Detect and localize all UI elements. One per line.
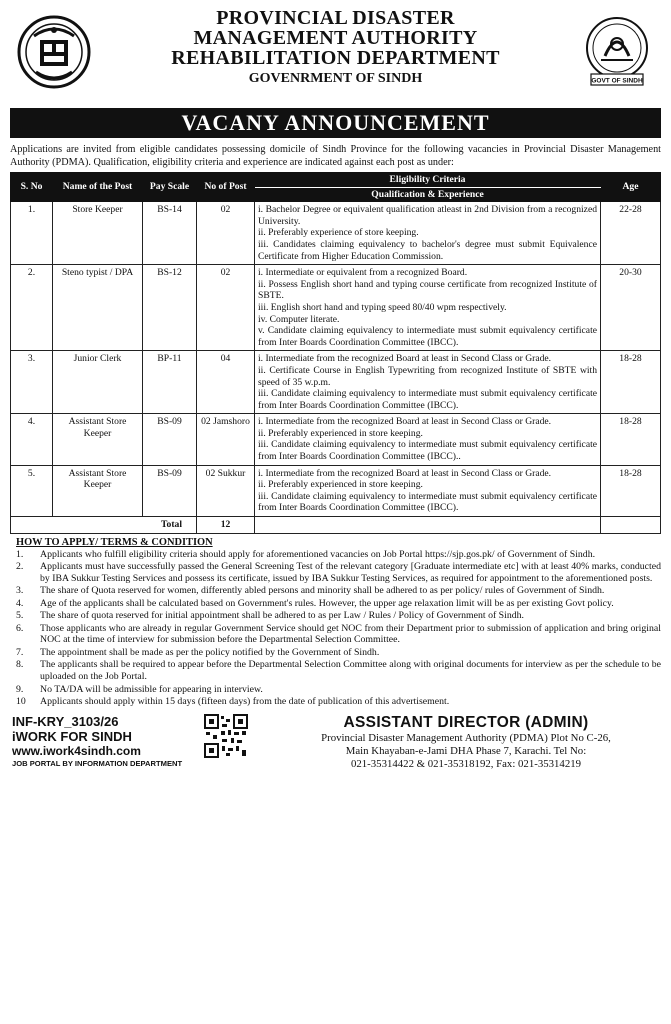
term-number: 9. bbox=[16, 683, 24, 695]
term-number: 8. bbox=[16, 659, 24, 671]
term-number: 3. bbox=[16, 585, 24, 597]
org-name-line-2: MANAGEMENT AUTHORITY bbox=[193, 27, 478, 49]
row-criteria bbox=[255, 465, 601, 516]
col-header-scale: Pay Scale bbox=[143, 173, 197, 202]
row-criteria bbox=[255, 351, 601, 414]
row-scale: BS-12 bbox=[143, 265, 197, 351]
criteria-item: i. Bachelor Degree or equivalent qualification atleast in 2nd Division from a recognized University. bbox=[258, 204, 597, 227]
term-number: 4. bbox=[16, 597, 24, 609]
row-age: 18-28 bbox=[601, 414, 661, 465]
term-number: 6. bbox=[16, 622, 24, 634]
col-header-count: No of Post bbox=[197, 173, 255, 202]
address-line-2: Main Khayaban-e-Jami DHA Phase 7, Karachi. Tel No: bbox=[345, 744, 587, 757]
row-sno: 1. bbox=[11, 202, 53, 265]
total-label: Total bbox=[11, 517, 197, 534]
table-row bbox=[11, 351, 661, 414]
term-text: The applicants shall be required to appear before the Departmental Selection Committee along with original documents for interview as per the schedule to be uploaded on the Job Portal. bbox=[40, 659, 661, 683]
term-text: No TA/DA will be admissible for appearing in interview. bbox=[40, 683, 263, 695]
iwork-website-link[interactable]: www.iwork4sindh.com bbox=[12, 743, 141, 758]
term-number: 7. bbox=[16, 646, 24, 658]
term-text: Age of the applicants shall be calculated based on Government's rules. However, the upper age relaxation limit will be as per existing Govt policy. bbox=[40, 597, 614, 609]
iwork-brand: iWORK FOR SINDH bbox=[12, 728, 132, 744]
list-item bbox=[10, 549, 661, 561]
list-item bbox=[10, 561, 661, 585]
criteria-item: i. Intermediate or equivalent from a recognized Board. bbox=[258, 267, 468, 279]
table-header-row bbox=[11, 173, 661, 188]
footer-left bbox=[12, 714, 262, 769]
list-item bbox=[10, 610, 661, 622]
row-post: Junior Clerk bbox=[53, 351, 143, 414]
intro-paragraph: Applications are invited from eligible candidates possessing domicile of Sindh Province for the following vacancies in Provincial Disaster Management Authority (PDMA). Qualification, eligibility criteria and experience are indicated against each post as under: bbox=[10, 144, 661, 168]
row-scale: BS-09 bbox=[143, 465, 197, 516]
row-criteria bbox=[255, 202, 601, 265]
row-count: 02 bbox=[197, 202, 255, 265]
criteria-item: i. Intermediate from the recognized Board at least in Second Class or Grade. bbox=[258, 416, 552, 428]
vacancy-banner: VACANY ANNOUNCEMENT bbox=[10, 108, 661, 138]
criteria-item: v. Candidate claiming equivalency to intermediate must submit equivalency certificate from Inter Boards Coordination Committee (IBCC). bbox=[258, 325, 597, 348]
row-count: 02 Sukkur bbox=[197, 465, 255, 516]
criteria-item: ii. Preferably experienced in store keeping. bbox=[258, 479, 423, 491]
term-text: Those applicants who are already in regular Government Service should get NOC from their Department prior to submission of application and bring original NOC at the time of interview for submission before the Departmental Selection Committee. bbox=[40, 622, 661, 646]
address-line-3: 021-35314422 & 021-35318192, Fax: 021-35314219 bbox=[350, 757, 582, 770]
total-value: 12 bbox=[197, 517, 255, 534]
row-post: Store Keeper bbox=[53, 202, 143, 265]
row-age: 18-28 bbox=[601, 351, 661, 414]
row-post: Steno typist / DPA bbox=[53, 265, 143, 351]
list-item bbox=[10, 647, 661, 659]
criteria-item: ii. Certificate Course in English Typewriting from recognized Institute of SBTE with speed of 35 w.p.m. bbox=[258, 364, 597, 388]
emblem-ribbon-text: GOVT OF SINDH bbox=[591, 77, 643, 85]
signatory-designation: ASSISTANT DIRECTOR (ADMIN) bbox=[343, 713, 589, 731]
term-text: The share of quota reserved for initial appointment shall be adhered to as per Law / Rules / Policy of Government of Sindh. bbox=[40, 610, 524, 622]
inf-number: INF-KRY_3103/26 bbox=[12, 713, 119, 729]
term-number: 10 bbox=[16, 696, 26, 707]
footer-right bbox=[275, 714, 657, 771]
vacancy-table bbox=[10, 172, 661, 534]
term-text: Applicants should apply within 15 days (fifteen days) from the date of publication of this advertisement. bbox=[40, 696, 450, 707]
criteria-item: iii. Candidate claiming equivalency to intermediate must submit equivalency certificate from Inter Boards Coordination Committee (IBCC). bbox=[258, 490, 597, 514]
row-sno: 5. bbox=[11, 465, 53, 516]
col-header-sno: S. No bbox=[11, 173, 53, 202]
col-header-age: Age bbox=[601, 173, 661, 202]
row-sno: 3. bbox=[11, 351, 53, 414]
row-scale: BP-11 bbox=[143, 351, 197, 414]
org-name-line-4: GOVENRMENT OF SINDH bbox=[248, 71, 423, 86]
row-age: 22-28 bbox=[601, 202, 661, 265]
row-scale: BS-14 bbox=[143, 202, 197, 265]
total-row bbox=[11, 517, 661, 534]
row-count: 04 bbox=[197, 351, 255, 414]
org-name-line-1: PROVINCIAL DISASTER bbox=[216, 7, 455, 29]
row-scale: BS-09 bbox=[143, 414, 197, 465]
list-item bbox=[10, 696, 661, 708]
row-post: Assistant Store Keeper bbox=[53, 414, 143, 465]
footer bbox=[10, 714, 661, 784]
terms-list bbox=[10, 549, 661, 708]
criteria-item: iii. English short hand and typing speed 80/40 wpm respectively. bbox=[258, 301, 507, 313]
table-row bbox=[11, 202, 661, 265]
criteria-item: iv. Computer literate. bbox=[258, 313, 340, 325]
list-item bbox=[10, 623, 661, 647]
table-row bbox=[11, 414, 661, 465]
row-criteria bbox=[255, 414, 601, 465]
term-number: 2. bbox=[16, 561, 24, 573]
criteria-item: ii. Possess English short hand and typing course certificate from recognized Institute of SBTE. bbox=[258, 278, 597, 302]
criteria-item: i. Intermediate from the recognized Board at least in Second Class or Grade. bbox=[258, 353, 552, 365]
org-name-line-3: REHABILITATION DEPARTMENT bbox=[171, 47, 500, 69]
criteria-item: ii. Preferably experienced in store keeping. bbox=[258, 427, 423, 439]
row-sno: 4. bbox=[11, 414, 53, 465]
row-count: 02 bbox=[197, 265, 255, 351]
sindh-seal-logo bbox=[16, 14, 92, 90]
row-age: 20-30 bbox=[601, 265, 661, 351]
term-text: The appointment shall be made as per the policy notified by the Government of Sindh. bbox=[40, 646, 380, 658]
col-header-qualification: Qualification & Experience bbox=[255, 187, 601, 202]
col-header-post: Name of the Post bbox=[53, 173, 143, 202]
pdma-emblem-logo bbox=[579, 14, 655, 90]
row-post: Assistant Store Keeper bbox=[53, 465, 143, 516]
criteria-item: i. Intermediate from the recognized Board at least in Second Class or Grade. bbox=[258, 467, 552, 479]
term-text: The share of Quota reserved for women, differently abled persons and minority shall be adhered to as per policy/ rules of Government of Sindh. bbox=[40, 585, 605, 597]
qr-code-icon bbox=[204, 714, 248, 758]
term-text: Applicants who fulfill eligibility criteria should apply for aforementioned vacancies on Job Portal https://sjp.gos.pk/ of Government of Sindh. bbox=[40, 548, 596, 560]
list-item bbox=[10, 684, 661, 696]
row-age: 18-28 bbox=[601, 465, 661, 516]
term-number: 5. bbox=[16, 610, 24, 622]
table-row bbox=[11, 465, 661, 516]
portal-caption: JOB PORTAL BY INFORMATION DEPARTMENT bbox=[12, 758, 183, 768]
total-empty-cell bbox=[255, 517, 601, 534]
list-item bbox=[10, 598, 661, 610]
criteria-item: iii. Candidate claiming equivalency to intermediate must submit equivalency certificate from Inter Boards Coordination Committee (IBCC). bbox=[258, 388, 597, 411]
term-number: 1. bbox=[16, 548, 24, 560]
list-item bbox=[10, 659, 661, 683]
header bbox=[10, 8, 661, 108]
list-item bbox=[10, 585, 661, 597]
row-criteria bbox=[255, 265, 601, 351]
total-empty-cell bbox=[601, 517, 661, 534]
address-line-1: Provincial Disaster Management Authority (PDMA) Plot No C-26, bbox=[321, 731, 611, 744]
table-row bbox=[11, 265, 661, 351]
col-header-criteria: Eligibility Criteria bbox=[255, 173, 601, 188]
term-text: Applicants must have successfully passed the General Screening Test of the relevant category [Graduate intermediate etc] with at least 40% marks, conducted by IBA Sukkur Testing Services and possess its certificate, issued by IBA Sukkur Testing Services, as required for appointment to the aforementioned posts. bbox=[40, 561, 661, 584]
row-count: 02 Jamshoro bbox=[197, 414, 255, 465]
criteria-item: iii. Candidate claiming equivalency to intermediate must submit equivalency certificate from Inter Boards Coordination Committee (IBCC).. bbox=[258, 439, 597, 463]
row-sno: 2. bbox=[11, 265, 53, 351]
criteria-item: iii. Candidates claiming equivalency to bachelor's degree must submit Equivalence Certificate from Higher Education Commission. bbox=[258, 238, 597, 262]
terms-title: HOW TO APPLY/ TERMS & CONDITION bbox=[16, 536, 213, 548]
criteria-item: ii. Preferably experience of store keeping. bbox=[258, 227, 419, 239]
